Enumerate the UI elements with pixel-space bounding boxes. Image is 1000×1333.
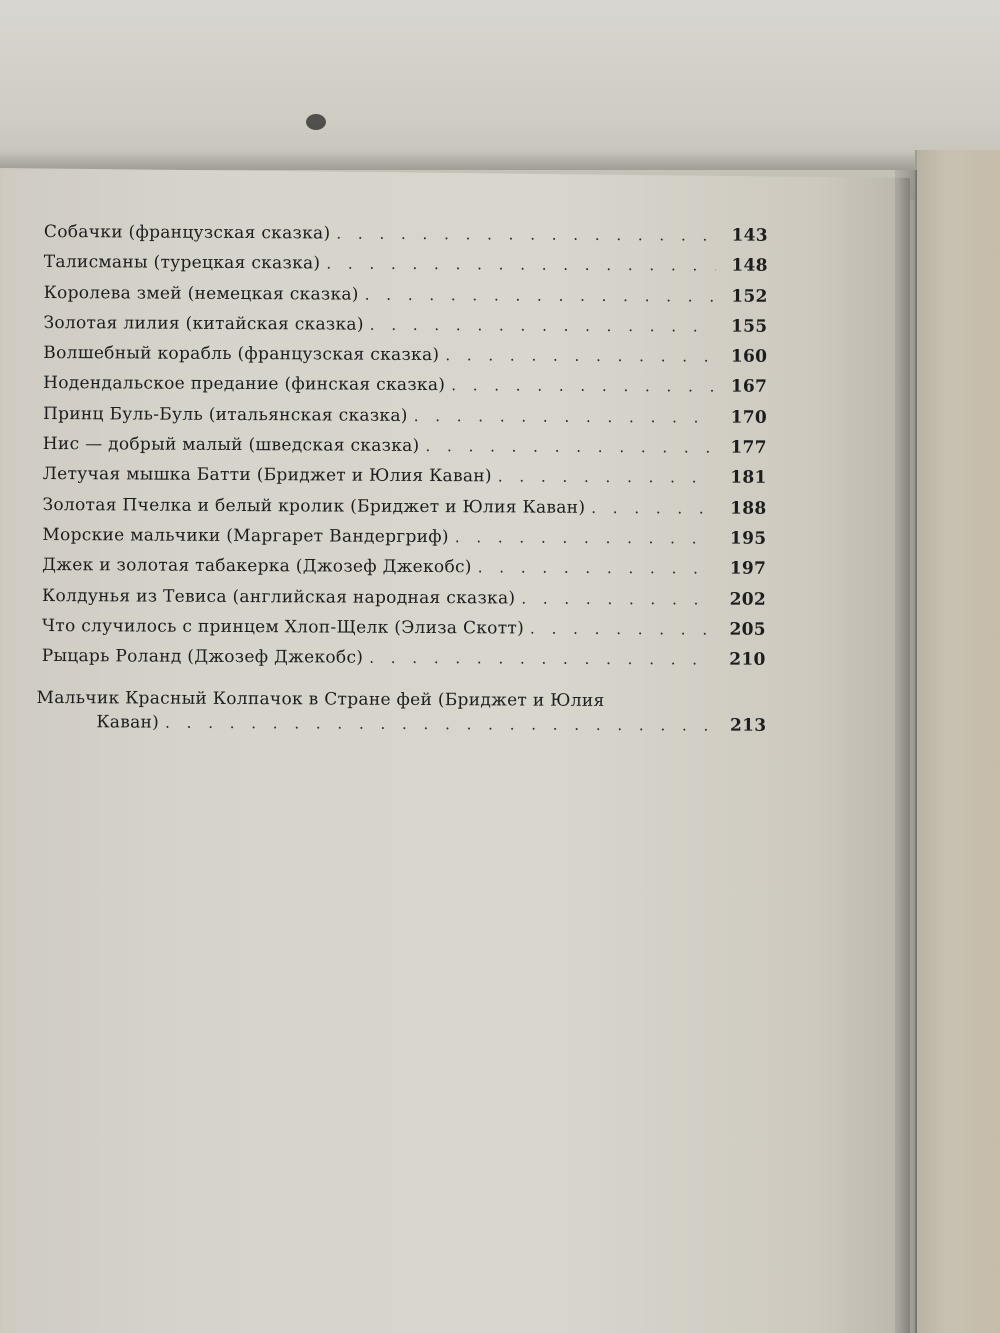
toc-entry-page: 205	[729, 619, 766, 640]
toc-entry	[44, 222, 768, 256]
toc-entry-page: 160	[730, 346, 768, 367]
toc-entry	[42, 646, 766, 680]
toc-entry-title: Королева змей (немецкая сказка)	[43, 282, 359, 305]
toc-entry-title-line1: Мальчик Красный Колпачок в Стране фей (Бриджет и Юлия	[36, 688, 605, 712]
dot-leader	[591, 499, 714, 518]
toc-entry-title: Морские мальчики (Маргарет Вандергриф)	[42, 524, 449, 548]
toc-entry-page: 210	[729, 649, 766, 670]
dot-leader	[369, 649, 714, 669]
dot-leader	[165, 714, 714, 735]
toc-entry-title: Рыцарь Роланд (Джозеф Джекобс)	[41, 646, 364, 668]
toc-entry-title: Собачки (французская сказка)	[43, 222, 331, 244]
toc-entry	[42, 555, 766, 589]
toc-entry-page: 197	[729, 558, 767, 580]
book-gutter	[895, 170, 917, 1333]
dot-leader	[521, 589, 714, 608]
toc-entry	[42, 525, 766, 559]
toc-entry	[44, 283, 768, 317]
dot-leader	[498, 468, 715, 487]
toc-entry-title-line2: Каван)	[96, 712, 160, 734]
toc-entry-multiline	[36, 688, 766, 736]
dot-leader	[451, 377, 715, 396]
toc-entry	[43, 404, 767, 438]
dot-leader	[530, 619, 714, 638]
toc-entry-title: Золотая Пчелка и белый кролик (Бриджет и Юлия Каван)	[42, 494, 586, 518]
toc-entry-title: Нодендальское предание (финская сказка)	[43, 373, 446, 396]
toc-entry	[43, 313, 767, 347]
toc-entry-title: Принц Буль-Буль (итальянская сказка)	[42, 403, 408, 426]
table-edge-shadow	[0, 150, 1000, 170]
dot-leader	[326, 255, 715, 275]
toc-entry-title: Золотая лилия (китайская сказка)	[43, 312, 364, 335]
toc-entry-page: 170	[730, 407, 768, 428]
dot-leader	[414, 407, 715, 427]
toc-entry-page: 202	[729, 589, 767, 610]
dot-leader	[336, 225, 716, 245]
toc-entry-page: 167	[730, 377, 768, 398]
book-right-page	[915, 150, 1000, 1333]
toc-entry-title: Джек и золотая табакерка (Джозеф Джекобс)	[42, 555, 472, 578]
toc-entry-page: 152	[731, 286, 768, 307]
dot-leader	[370, 316, 716, 336]
dot-leader	[425, 437, 714, 457]
toc-entry-title: Нис — добрый малый (шведская сказка)	[42, 434, 420, 457]
toc-entry	[43, 434, 767, 468]
table-of-contents	[36, 222, 768, 737]
toc-entry-line2	[36, 712, 766, 736]
toc-entry-page: 177	[730, 437, 767, 458]
toc-entry-title: Колдунья из Тевиса (английская народная сказка)	[41, 585, 516, 609]
toc-entry	[44, 252, 768, 286]
dot-leader	[445, 346, 715, 365]
table-speck	[306, 114, 326, 130]
toc-entry	[43, 373, 767, 407]
toc-entry-page: 188	[730, 498, 767, 519]
dot-leader	[365, 285, 716, 305]
toc-entry-title: Талисманы (турецкая сказка)	[43, 252, 321, 274]
toc-entry	[42, 616, 766, 650]
toc-entry	[43, 464, 767, 498]
toc-entry	[42, 495, 766, 529]
toc-entry-page: 213	[729, 716, 767, 737]
dot-leader	[478, 559, 715, 578]
toc-entry-title: Что случилось с принцем Хлоп-Щелк (Элиза Скотт)	[41, 615, 525, 639]
dot-leader	[455, 528, 715, 547]
toc-entry-page: 143	[731, 225, 768, 246]
toc-entry-page: 181	[730, 467, 767, 489]
toc-entry-page: 195	[729, 528, 767, 549]
toc-entry	[42, 586, 766, 620]
toc-entry-title: Летучая мышка Батти (Бриджет и Юлия Каван)	[42, 464, 492, 487]
toc-entry-title: Волшебный корабль (французская сказка)	[43, 343, 440, 366]
toc-entry-page: 155	[731, 316, 768, 337]
toc-entry-page: 148	[731, 255, 768, 277]
toc-entry	[43, 343, 767, 377]
